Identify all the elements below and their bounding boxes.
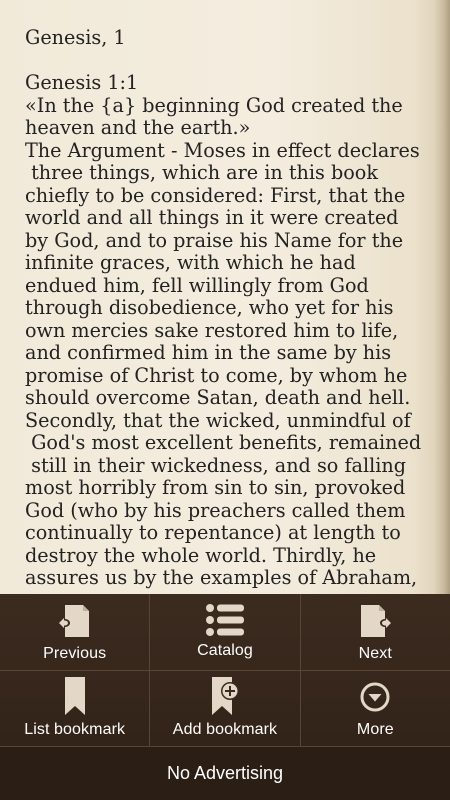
- text-line: most horribly from sin to sin, provoked: [25, 476, 406, 499]
- next-button[interactable]: [301, 594, 450, 671]
- chapter-title: Genesis, 1: [25, 26, 126, 49]
- text-line: «In the {a} beginning God created the: [25, 93, 403, 117]
- list-bookmark-label: List bookmark: [24, 721, 126, 738]
- text-line: heaven and the earth.»: [25, 116, 251, 139]
- page-forward-icon: [355, 601, 395, 641]
- chevron-down-circle-icon: [359, 681, 391, 713]
- text-line: should overcome Satan, death and hell.: [25, 386, 411, 409]
- text-line: promise of Christ to come, by whom he: [25, 363, 408, 387]
- menu-row-bookmarks: [0, 671, 450, 747]
- previous-button[interactable]: [0, 594, 150, 671]
- text-line: endued him, fell willingly from God: [25, 273, 369, 297]
- menu-row-ads: [0, 747, 450, 800]
- more-button[interactable]: [301, 671, 450, 747]
- text-line: three things, which are in this book: [25, 161, 378, 184]
- verse-text: [25, 95, 425, 590]
- next-label: Next: [358, 645, 392, 662]
- bookmark-icon: [62, 675, 88, 717]
- bottom-menu: [0, 594, 450, 800]
- text-line: continually to repentance) at length to: [25, 521, 401, 544]
- text-line: God (who by his preachers called them: [25, 498, 406, 522]
- text-line: own mercies sake restored him to life,: [25, 318, 399, 342]
- add-bookmark-button[interactable]: [150, 671, 300, 747]
- catalog-label: Catalog: [197, 642, 253, 659]
- text-line: world and all things in it were created: [25, 206, 399, 229]
- previous-label: Previous: [43, 645, 107, 662]
- text-line: God's most excellent benefits, remained: [25, 431, 422, 454]
- add-bookmark-icon: [209, 675, 241, 717]
- list-icon: [204, 602, 246, 638]
- text-line: infinite graces, with which he had: [25, 251, 356, 274]
- list-bookmark-button[interactable]: [0, 671, 150, 747]
- text-line: still in their wickedness, and so falling: [25, 453, 407, 477]
- add-bookmark-label: Add bookmark: [172, 721, 278, 738]
- text-line: The Argument - Moses in effect declares: [25, 138, 420, 162]
- text-line: destroy the whole world. Thirdly, he: [25, 543, 377, 567]
- text-line: by God, and to praise his Name for the: [25, 228, 404, 252]
- text-line: and confirmed him in the same by his: [25, 341, 392, 364]
- text-line: Secondly, that the wicked, unmindful of: [25, 408, 411, 432]
- reader-text: [25, 27, 425, 590]
- catalog-button[interactable]: [150, 594, 300, 671]
- text-line: chiefly to be considered: First, that the: [25, 183, 406, 207]
- more-label: More: [356, 721, 394, 738]
- text-line: assures us by the examples of Abraham,: [25, 566, 418, 589]
- menu-row-navigation: [0, 594, 450, 671]
- page-back-icon: [55, 601, 95, 641]
- text-line: through disobedience, who yet for his: [25, 296, 394, 319]
- verse-reference: Genesis 1:1: [25, 71, 139, 94]
- no-advertising-button[interactable]: No Advertising: [0, 747, 450, 800]
